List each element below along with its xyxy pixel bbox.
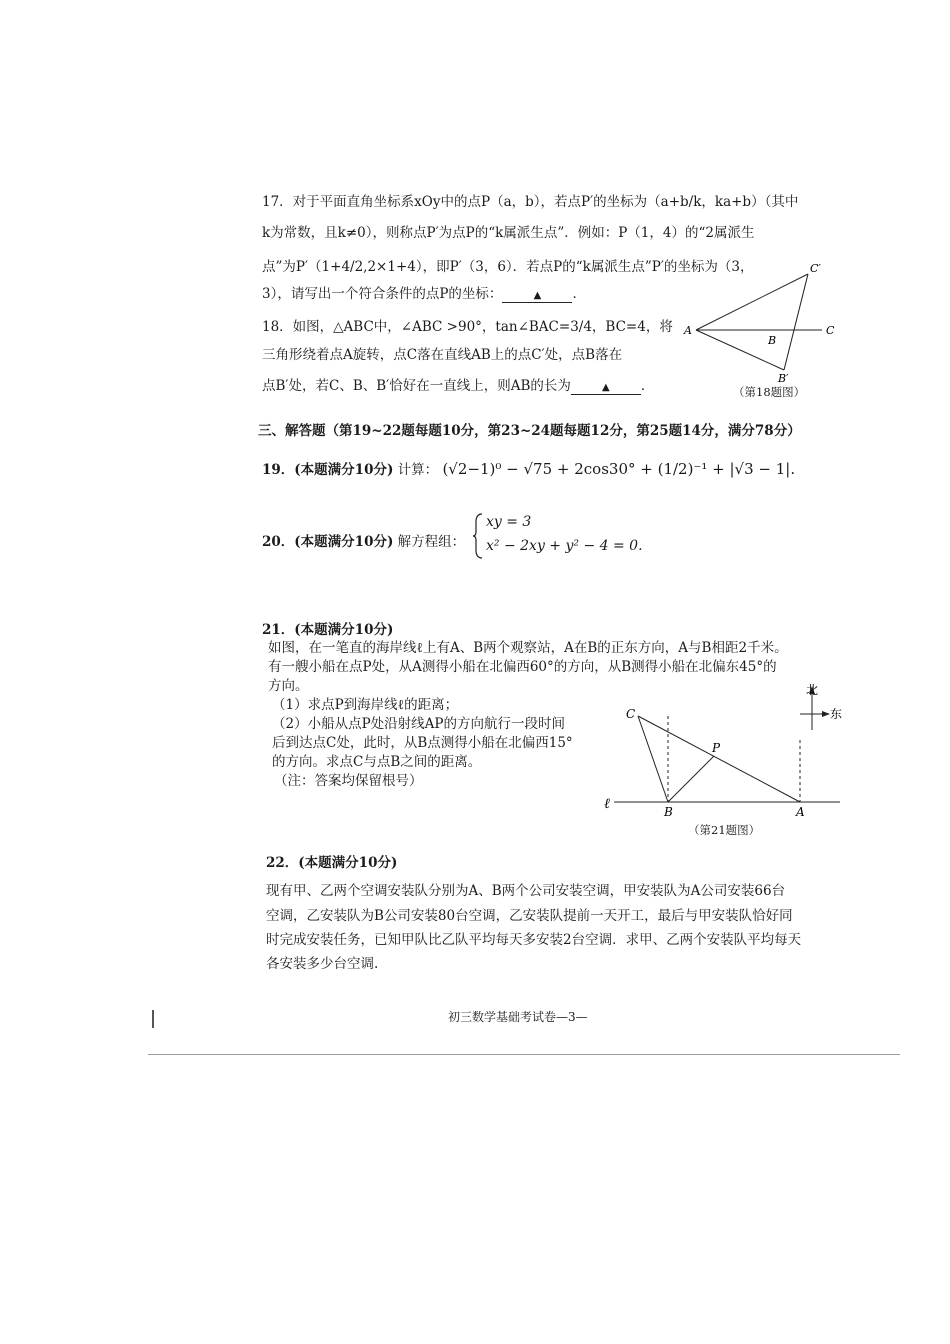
fig21-label-north: 北 bbox=[806, 683, 819, 697]
q20-brace bbox=[472, 512, 484, 560]
q21-sub2-line3: 的方向。求点C与点B之间的距离。 bbox=[272, 754, 482, 770]
fig18-caption: （第18题图） bbox=[733, 385, 806, 399]
figure-21 bbox=[600, 680, 850, 820]
q21-sub1: （1）求点P到海岸线ℓ的距离； bbox=[272, 697, 459, 713]
q21-line1: 如图，在一笔直的海岸线ℓ上有A、B两个观察站，A在B的正东方向，A与B相距2千米。 bbox=[268, 640, 788, 656]
q17-line4-text: 3），请写出一个符合条件的点P的坐标： bbox=[262, 286, 503, 302]
q21-sub2-line2: 后到达点C处，此时，从B点测得小船在北偏西15° bbox=[272, 735, 573, 751]
q19-label: 19．(本题满分10分) bbox=[262, 462, 394, 478]
q17-line1: 17．对于平面直角坐标系xOy中的点P（a，b），若点P′的坐标为（a+b/k，ka+b）（其中 bbox=[262, 194, 799, 210]
q21-line3: 方向。 bbox=[268, 678, 309, 694]
fig18-line-cb bbox=[784, 274, 808, 370]
fig21-label-p: P bbox=[712, 741, 721, 755]
fig21-label-c: C bbox=[626, 707, 636, 721]
page-footer: 初三数学基础考试卷—3— bbox=[448, 1010, 588, 1024]
q17-line4 bbox=[262, 282, 586, 303]
section-3-heading: 三、解答题（第19~22题每题10分，第23~24题每题12分，第25题14分，满分78分） bbox=[258, 423, 801, 439]
fig18-label-c-prime: C′ bbox=[810, 262, 821, 275]
q21-line2: 有一艘小船在点P处，从A测得小船在北偏西60°的方向，从B测得小船在北偏东45°的 bbox=[268, 659, 777, 675]
q19-text: 计算： bbox=[397, 462, 439, 478]
fig21-label-b: B bbox=[664, 805, 673, 819]
q21-note: （注：答案均保留根号） bbox=[274, 773, 423, 789]
q22-line2: 空调，乙安装队为B公司安装80台空调，乙安装队提前一天开工，最后与甲安装队恰好同 bbox=[266, 908, 793, 924]
q22-line1: 现有甲、乙两个空调安装队分别为A、B两个公司安装空调，甲安装队为A公司安装66台 bbox=[266, 883, 786, 899]
scan-left-mark bbox=[152, 1010, 154, 1028]
q20-equation-1: xy = 3 bbox=[486, 514, 532, 530]
fig18-label-c: C bbox=[826, 324, 835, 337]
q22-line4: 各安装多少台空调. bbox=[266, 956, 379, 972]
q21-label: 21．(本题满分10分) bbox=[262, 622, 394, 638]
q22-line3: 时完成安装任务，已知甲队比乙队平均每天多安装2台空调．求甲、乙两个安装队平均每天 bbox=[266, 932, 802, 948]
q20-equation-2: x² − 2xy + y² − 4 = 0. bbox=[486, 538, 643, 554]
q17-line4-end: ． bbox=[572, 286, 586, 302]
scan-bottom-line bbox=[148, 1054, 900, 1055]
q20-intro bbox=[262, 530, 465, 550]
figure-18 bbox=[680, 258, 840, 388]
q18-line3-text: 点B′处，若C、B、B′恰好在一直线上，则AB的长为 bbox=[262, 378, 571, 394]
fig18-label-a: A bbox=[684, 324, 692, 337]
q22-label: 22．(本题满分10分) bbox=[266, 855, 398, 871]
fig21-east-arrow-icon bbox=[822, 711, 830, 717]
fig18-label-b: B bbox=[768, 334, 777, 347]
fig21-line-bp bbox=[668, 756, 714, 802]
answer-blank-18[interactable]: ▲ bbox=[571, 382, 641, 395]
answer-blank-17[interactable]: ▲ bbox=[502, 290, 572, 303]
fig21-label-east: 东 bbox=[830, 707, 843, 721]
q21-sub2-line1: （2）小船从点P处沿射线AP的方向航行一段时间 bbox=[272, 716, 566, 732]
q19-expression: (√2−1)⁰ − √75 + 2cos30° + (1/2)⁻¹ + |√3 − 1|. bbox=[442, 460, 796, 478]
fig21-label-l: ℓ bbox=[604, 796, 610, 812]
q20-text: 解方程组： bbox=[397, 534, 466, 550]
fig18-label-b-prime: B′ bbox=[778, 372, 789, 385]
q18-line1: 18．如图，△ABC中，∠ABC >90°，tan∠BAC=3/4，BC=4，将 bbox=[262, 319, 673, 335]
question-19 bbox=[262, 458, 795, 478]
fig21-line-cb bbox=[638, 716, 668, 802]
q17-line3: 点”为P′（1+4/2,2×1+4），即P′（3，6）．若点P的“k属派生点”P′的坐标为（3， bbox=[262, 259, 754, 275]
q20-label: 20．(本题满分10分) bbox=[262, 534, 394, 550]
q18-line2: 三角形绕着点A旋转，点C落在直线AB上的点C′处，点B落在 bbox=[262, 347, 623, 363]
fig21-caption: （第21题图） bbox=[688, 823, 761, 837]
fig21-line-ca bbox=[638, 716, 800, 802]
q18-line3-end: ． bbox=[640, 378, 655, 394]
q17-line2: k为常数，且k≠0），则称点P′为点P的“k属派生点”．例如：P（1，4）的“2属派生 bbox=[262, 225, 755, 241]
fig18-line-ac-prime bbox=[696, 274, 808, 330]
q18-line3 bbox=[262, 374, 654, 395]
fig21-label-a: A bbox=[796, 805, 805, 819]
